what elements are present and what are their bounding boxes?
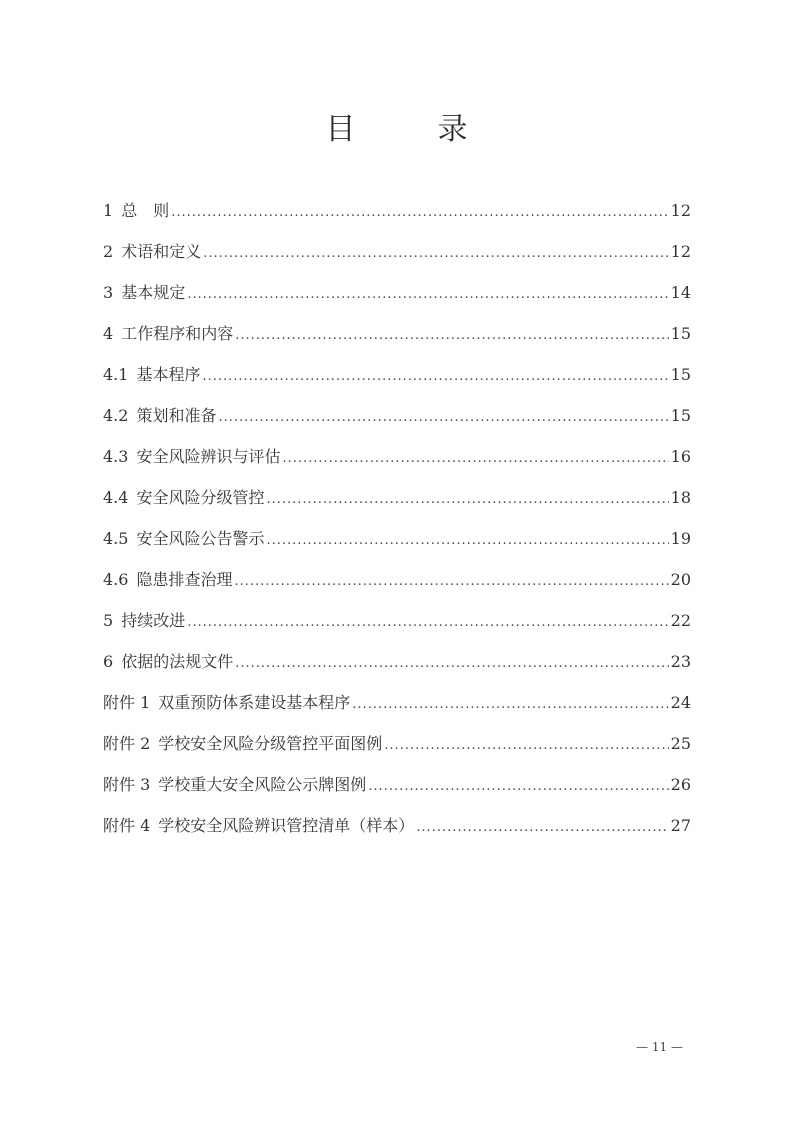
- toc-entry-label: 安全风险分级管控: [136, 488, 265, 507]
- toc-entry-number: 4.1: [103, 365, 129, 384]
- table-of-contents: [103, 194, 691, 850]
- toc-entry[interactable]: [103, 645, 691, 686]
- toc-entry-number: 4.2: [103, 406, 129, 425]
- toc-entry[interactable]: [103, 604, 691, 645]
- toc-entry-label: 总 则: [121, 201, 170, 220]
- page-title-char-1: 目: [325, 112, 356, 147]
- toc-entry-label: 持续改进: [121, 611, 186, 630]
- toc-leader-dots: [218, 401, 668, 434]
- toc-entry[interactable]: [103, 440, 691, 481]
- toc-entry-page: 24: [670, 693, 691, 712]
- toc-leader-dots: [171, 196, 668, 229]
- toc-entry-number: 1: [103, 201, 114, 220]
- toc-entry[interactable]: [103, 809, 691, 850]
- toc-leader-dots: [203, 237, 668, 270]
- toc-entry-page: 15: [670, 365, 691, 384]
- toc-leader-dots: [416, 811, 668, 844]
- toc-entry-label: 学校安全风险辨识管控清单（样本）: [158, 816, 415, 835]
- toc-entry-page: 12: [670, 201, 691, 220]
- toc-entry-number: 3: [103, 283, 114, 302]
- toc-entry-label: 基本程序: [136, 365, 201, 384]
- toc-entry-page: 20: [670, 570, 691, 589]
- toc-entry[interactable]: [103, 399, 691, 440]
- toc-entry-number: 4.4: [103, 488, 129, 507]
- toc-entry-number: 5: [103, 611, 114, 630]
- toc-leader-dots: [352, 688, 668, 721]
- toc-entry-number: 4.3: [103, 447, 129, 466]
- toc-entry-page: 22: [670, 611, 691, 630]
- toc-entry-label: 隐患排查治理: [136, 570, 233, 589]
- toc-entry-number: 4: [103, 324, 114, 343]
- toc-entry-number: 4.5: [103, 529, 129, 548]
- toc-entry-page: 23: [670, 652, 691, 671]
- toc-entry-label: 工作程序和内容: [121, 324, 234, 343]
- toc-entry-page: 19: [670, 529, 691, 548]
- toc-entry[interactable]: [103, 481, 691, 522]
- toc-entry[interactable]: [103, 358, 691, 399]
- toc-entry[interactable]: [103, 317, 691, 358]
- toc-entry-label: 基本规定: [121, 283, 186, 302]
- toc-entry[interactable]: [103, 194, 691, 235]
- toc-leader-dots: [384, 729, 668, 762]
- toc-entry-page: 15: [670, 324, 691, 343]
- toc-entry-label: 学校重大安全风险公示牌图例: [158, 775, 367, 794]
- toc-entry-label: 策划和准备: [136, 406, 217, 425]
- toc-entry-page: 12: [670, 242, 691, 261]
- toc-entry-number: 附件 1: [103, 693, 151, 712]
- toc-leader-dots: [266, 483, 668, 516]
- page-number-footer: — 11 —: [636, 1040, 683, 1054]
- toc-entry-page: 18: [670, 488, 691, 507]
- toc-entry-page: 16: [670, 447, 691, 466]
- toc-leader-dots: [234, 565, 668, 598]
- toc-leader-dots: [187, 278, 668, 311]
- toc-entry-number: 4.6: [103, 570, 129, 589]
- toc-leader-dots: [235, 319, 668, 352]
- toc-entry-page: 15: [670, 406, 691, 425]
- page-title: [0, 104, 793, 148]
- toc-entry[interactable]: [103, 522, 691, 563]
- toc-entry[interactable]: [103, 768, 691, 809]
- toc-entry-page: 14: [670, 283, 691, 302]
- toc-entry-label: 双重预防体系建设基本程序: [158, 693, 351, 712]
- toc-entry-label: 安全风险辨识与评估: [136, 447, 281, 466]
- toc-entry-number: 6: [103, 652, 114, 671]
- toc-entry-number: 2: [103, 242, 114, 261]
- toc-entry-number: 附件 4: [103, 816, 151, 835]
- page-title-char-2: 录: [437, 112, 468, 147]
- toc-entry-page: 25: [670, 734, 691, 753]
- toc-entry-number: 附件 2: [103, 734, 151, 753]
- toc-entry[interactable]: [103, 727, 691, 768]
- toc-entry[interactable]: [103, 686, 691, 727]
- toc-entry[interactable]: [103, 235, 691, 276]
- toc-entry-page: 26: [670, 775, 691, 794]
- toc-entry-label: 依据的法规文件: [121, 652, 234, 671]
- toc-entry-label: 术语和定义: [121, 242, 202, 261]
- toc-entry[interactable]: [103, 563, 691, 604]
- toc-leader-dots: [282, 442, 668, 475]
- toc-leader-dots: [368, 770, 668, 803]
- toc-entry-label: 安全风险公告警示: [136, 529, 265, 548]
- toc-leader-dots: [202, 360, 668, 393]
- toc-entry[interactable]: [103, 276, 691, 317]
- toc-leader-dots: [235, 647, 668, 680]
- toc-entry-page: 27: [670, 816, 691, 835]
- toc-entry-number: 附件 3: [103, 775, 151, 794]
- toc-leader-dots: [266, 524, 668, 557]
- toc-leader-dots: [187, 606, 668, 639]
- toc-entry-label: 学校安全风险分级管控平面图例: [158, 734, 383, 753]
